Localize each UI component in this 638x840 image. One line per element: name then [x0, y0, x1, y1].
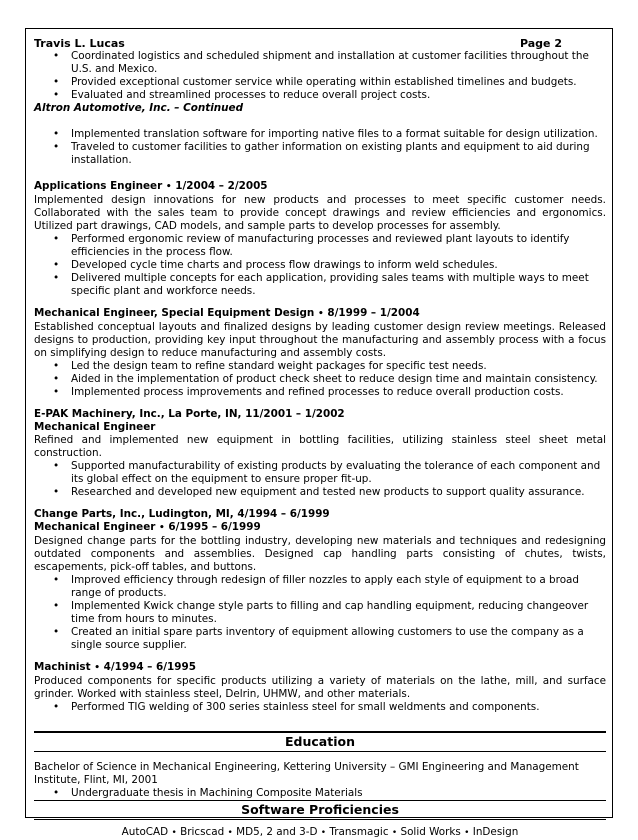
- job-title-heading: [34, 521, 606, 535]
- company-heading: Altron Automotive, Inc. – Continued: [34, 102, 244, 114]
- separator-dot: •: [165, 182, 172, 192]
- education-heading: Education: [285, 734, 355, 749]
- job-title: Mechanical Engineer: [34, 521, 156, 533]
- list-item: • Improved efficiency through redesign of filler nozzles to apply each style of equipment to a broad range of products.: [71, 574, 606, 600]
- job-dates: 6/1995 – 6/1999: [168, 521, 261, 533]
- list-item: • Developed cycle time charts and process flow drawings to inform weld schedules.: [71, 259, 606, 272]
- job-summary: Produced components for specific products utilizing a variety of materials on the lathe, mill, and surface grinder. Worked with stainless steel, Delrin, UHMW, and other materials.: [34, 675, 606, 700]
- job-dates: 4/1994 – 6/1995: [103, 661, 196, 673]
- software-item: InDesign: [472, 826, 519, 838]
- job-dates: 1/2004 – 2/2005: [175, 180, 268, 192]
- mech-special-bullets: [34, 360, 606, 399]
- separator-dot: •: [94, 663, 100, 673]
- continued-bullets: [34, 50, 606, 102]
- separator-dot: •: [159, 523, 165, 533]
- list-item: • Supported manufacturability of existing products by evaluating the tolerance of each component and its global effect on the equipment to ensure proper fit-up.: [71, 460, 606, 486]
- list-item: • Performed TIG welding of 300 series stainless steel for small weldments and components.: [71, 701, 606, 714]
- list-item: • Led the design team to refine standard weight packages for specific test needs.: [71, 360, 606, 373]
- job-summary: Established conceptual layouts and finalized designs by leading customer design review meetings. Released designs to production, providing key input throughout the manufacturing and assembly process with a focus on simplifying design to reduce manufacturing and assembly costs.: [34, 321, 606, 359]
- job-summary: Designed change parts for the bottling industry, developing new materials and techniques and redesigning outdated components and assemblies. Designed cap handling parts consisting of chutes, twists, escapements, pick-off tables, and buttons.: [34, 535, 606, 573]
- job-summary: Refined and implemented new equipment in bottling facilities, utilizing stainless steel sheet metal construction.: [34, 434, 606, 459]
- company-heading: Change Parts, Inc., Ludington, MI, 4/1994 – 6/1999: [34, 508, 330, 520]
- education-bullets: [34, 787, 606, 800]
- separator-dot: •: [317, 309, 324, 319]
- software-heading: Software Proficiencies: [241, 802, 399, 817]
- software-item: AutoCAD: [121, 826, 169, 838]
- change-parts-bullets: [34, 574, 606, 652]
- list-item: • Traveled to customer facilities to gather information on existing plants and equipment to aid during installation.: [71, 141, 606, 167]
- list-item: • Implemented Kwick change style parts to filling and cap handling equipment, reducing changeover time from hours to minutes.: [71, 600, 606, 626]
- separator-dot: •: [227, 828, 233, 838]
- page-header: [34, 37, 606, 50]
- resume-page: [34, 37, 606, 840]
- list-item: • Undergraduate thesis in Machining Composite Materials: [71, 787, 606, 800]
- software-item: Transmagic: [329, 826, 389, 838]
- candidate-name: Travis L. Lucas: [34, 37, 125, 50]
- job-title-heading: [34, 307, 606, 321]
- job-title-heading: [34, 180, 606, 194]
- job-title: Mechanical Engineer, Special Equipment Design: [34, 307, 315, 319]
- list-item: • Provided exceptional customer service while operating within established timelines and budgets.: [71, 76, 606, 89]
- separator-dot: •: [171, 828, 177, 838]
- separator-dot: •: [391, 828, 398, 838]
- apps-engineer-bullets: [34, 233, 606, 298]
- epak-bullets: [34, 460, 606, 499]
- degree-text: Bachelor of Science in Mechanical Engineering, Kettering University – GMI Engineering and Management Institute, Flint, MI, 2001: [34, 761, 579, 786]
- job-dates: 8/1999 – 1/2004: [327, 307, 420, 319]
- list-item: • Implemented process improvements and refined processes to reduce overall production costs.: [71, 386, 606, 399]
- company-heading: E-PAK Machinery, Inc., La Porte, IN, 11/2001 – 1/2002: [34, 408, 345, 420]
- job-title-heading: [34, 661, 606, 675]
- job-title: Mechanical Engineer: [34, 421, 156, 433]
- list-item: • Created an initial spare parts inventory of equipment allowing customers to use the company as a single source supplier.: [71, 626, 606, 652]
- list-item: • Evaluated and streamlined processes to reduce overall project costs.: [71, 89, 606, 102]
- list-item: • Delivered multiple concepts for each application, providing sales teams with multiple ways to meet specific plant and workforce needs.: [71, 272, 606, 298]
- list-item: • Aided in the implementation of product check sheet to reduce design time and maintain consistency.: [71, 373, 606, 386]
- software-list: [34, 826, 606, 840]
- altron-bullets: [34, 128, 606, 167]
- list-item: • Implemented translation software for importing native files to a format suitable for design utilization.: [71, 128, 606, 141]
- job-title: Machinist: [34, 661, 91, 673]
- software-item: MD5, 2 and 3-D: [236, 826, 318, 838]
- separator-dot: •: [464, 828, 470, 838]
- list-item: • Researched and developed new equipment and tested new products to support quality assurance.: [71, 486, 606, 499]
- section-divider: [34, 819, 606, 820]
- list-item: • Coordinated logistics and scheduled shipment and installation at customer facilities throughout the U.S. and Mexico.: [71, 50, 606, 76]
- software-item: Solid Works: [400, 826, 461, 838]
- separator-dot: •: [320, 828, 327, 838]
- machinist-bullets: [34, 701, 606, 714]
- page-number: Page 2: [519, 37, 562, 50]
- software-item: Bricscad: [180, 826, 225, 838]
- job-summary: Implemented design innovations for new products and processes to meet specific customer needs. Collaborated with the sales team to provide concept drawings and review efficiencies and ergonomics. Utilized part drawings, CAD models, and sample parts to develop processes for assembly.: [34, 194, 606, 232]
- list-item: • Performed ergonomic review of manufacturing processes and reviewed plant layouts to identify efficiencies in the process flow.: [71, 233, 606, 259]
- job-title: Applications Engineer: [34, 180, 163, 192]
